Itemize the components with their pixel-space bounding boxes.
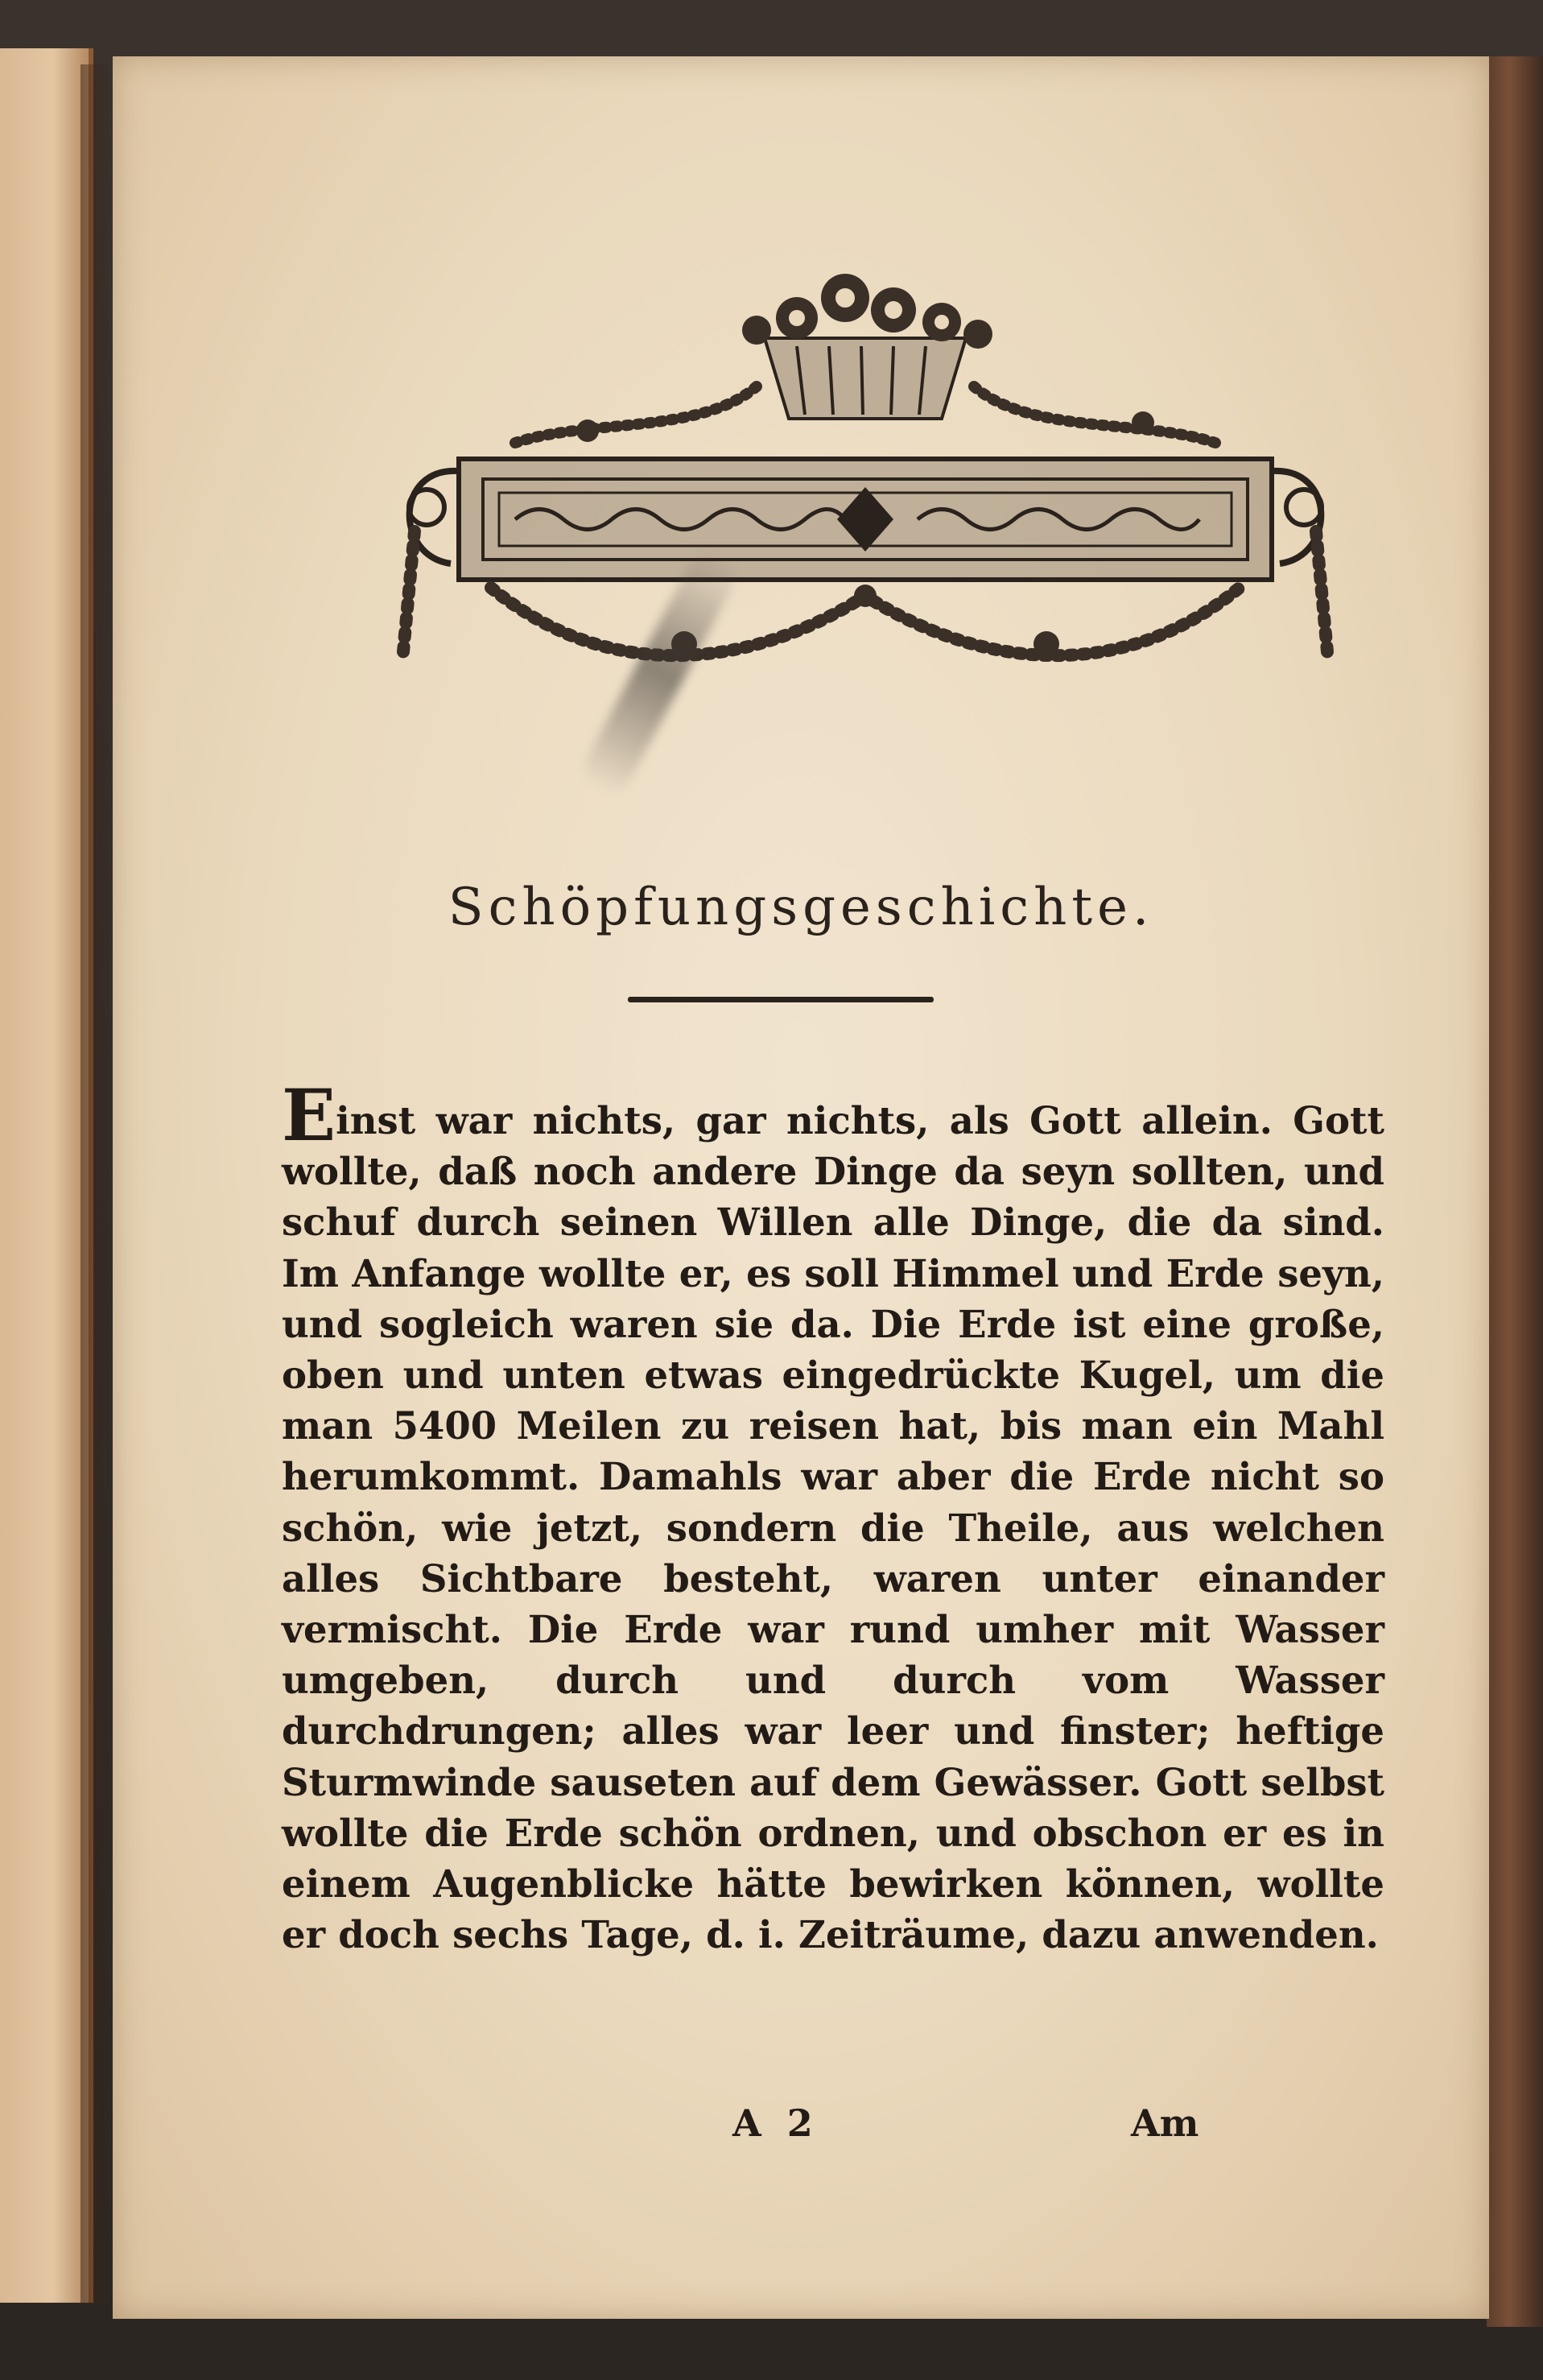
spine-shadow: [80, 64, 113, 2303]
body-paragraph: [282, 1073, 1384, 1960]
previous-page-edge: [0, 48, 93, 2303]
floral-basket-cartouche-icon: [378, 242, 1352, 692]
drop-initial: E: [282, 1073, 336, 1157]
signature-mark: A 2: [732, 2101, 819, 2145]
body-text: inst war nichts, gar nichts, als Gott allein. Gott wollte, daß noch andere Dinge da seyn sollten, und schuf durch seinen Willen alle Dinge, die da sind. Im Anfange wollte er, es soll Himmel und Erde seyn, und sogleich waren sie da. Die Erde ist eine große, oben und unten etwas eingedrückte Kugel, um die man 5400 Meilen zu reisen hat, bis man ein Mahl herumkommt. Damahls war aber die Erde nicht so schön, wie jetzt, sondern die Theile, aus welchen alles Sichtbare besteht, waren unter einander vermischt. Die Erde war rund umher mit Wasser umgeben, durch und durch vom Wasser durchdrungen; alles war leer und finster; heftige Sturmwinde sauseten auf dem Gewässer. Gott selbst wollte die Erde schön ordnen, und obschon er es in einem Augenblicke hätte bewirken können, wollte er doch sechs Tage, d. i. Zeiträume, dazu anwenden.: [282, 1098, 1384, 1957]
book-binding: [1487, 56, 1543, 2327]
book-page: [113, 56, 1489, 2319]
title-rule: [628, 997, 934, 1002]
catchword: Am: [1131, 2101, 1199, 2145]
page-title: Schöpfungsgeschichte.: [448, 878, 1154, 937]
